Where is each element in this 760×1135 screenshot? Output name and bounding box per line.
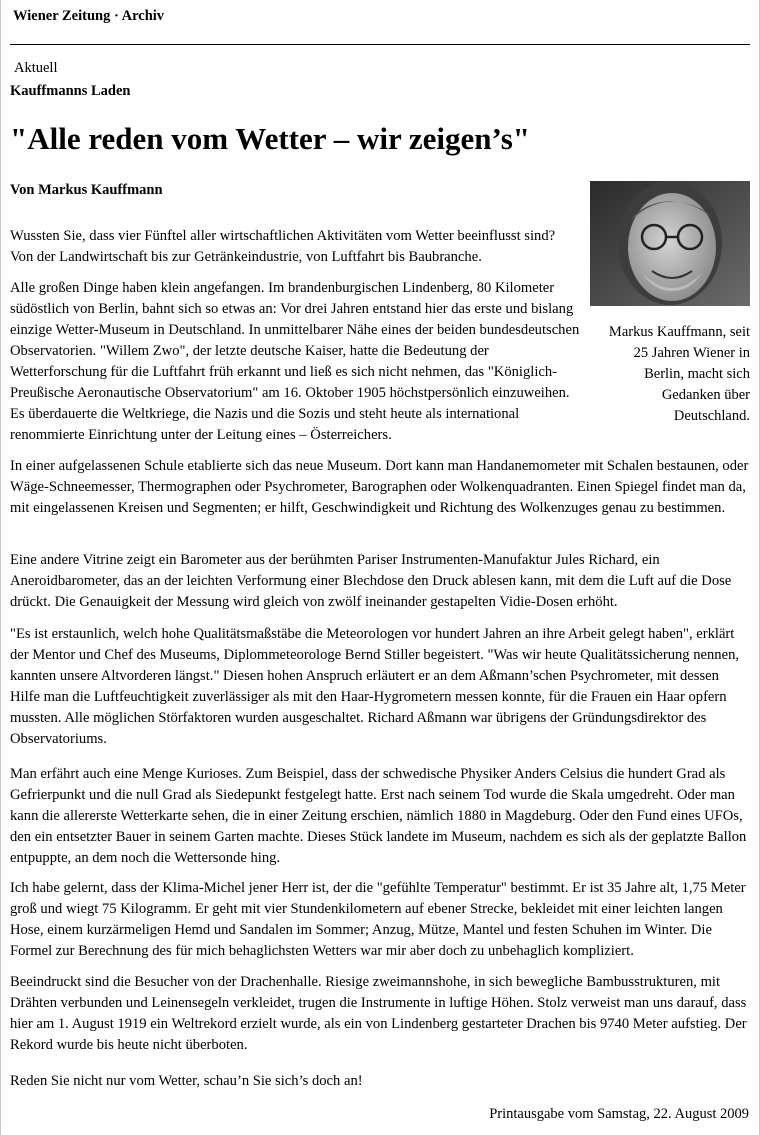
article-paragraph-text: Alle großen Dinge haben klein angefangen. Im brandenburgischen Lindenberg, 80 Kilometer südöstlich von Berlin, bahnt sich so etwas an: Vor drei Jahren entstand hier das erste und bislang einzige Wetter-Museum in Deutschland. In unmittelbarer Nähe eines der beiden bundesdeutschen Observatorien. "Willem Zwo", der letzte deutsche Kaiser, hatte die Bedeutung der Wetterforschung für die Luftfahrt früh erkannt und ließ es sich nicht nehmen, das "Königlich-Preußische Aeronautische Observatorium" am 16. Oktober 1905 höchstpersönlich einzuweihen. Es überdauerte die Weltkriege, die Nazis und die Sozis und steht heute als international renommierte Einrichtung unter der Leitung eines – Österreichers. [10,280,580,443]
byline: Von Markus Kauffmann [10,182,163,198]
article-paragraph [10,226,580,268]
article-paragraph-text: Reden Sie nicht nur vom Wetter, schau’n Sie sich’s doch an! [10,1073,363,1089]
section-label: Aktuell [14,60,58,76]
article-paragraph [10,972,752,1056]
header-divider [10,44,750,45]
photo-caption: Markus Kauffmann, seit 25 Jahren Wiener in Berlin, macht sich Gedanken über Deutschland. [608,324,750,424]
column-title: Kauffmanns Laden [10,83,131,99]
article-paragraph-text: Wussten Sie, dass vier Fünftel aller wirtschaftlichen Aktivitäten vom Wetter beeinflusst sind? Von der Landwirtschaft bis zur Getränkeindustrie, von Luftfahrt bis Baubranche. [10,228,556,265]
article-paragraph [10,624,752,750]
article-paragraph [10,764,752,869]
headline: "Alle reden vom Wetter – wir zeigen’s" [10,121,530,156]
masthead: Wiener Zeitung · Archiv [13,8,165,24]
print-edition-note: Printausgabe vom Samstag, 22. August 2009 [489,1106,749,1122]
article-paragraph [10,878,752,962]
article-paragraph [10,278,580,446]
article-paragraph-text: Beeindruckt sind die Besucher von der Drachenhalle. Riesige zweimannshohe, in sich bewegliche Bambusstrukturen, mit Drähten verbunden und Leinensegeln verkleidet, trugen die Instrumente in luftige Höhen. Stolz verweist man uns darauf, dass hier am 1. August 1919 ein Weltrekord erzielt wurde, als ein von Lindenberg gestarteter Drachen bis 9740 Meter aufstieg. Der Rekord wurde bis heute nicht überboten. [10,974,747,1053]
article-paragraph-text: Ich habe gelernt, dass der Klima-Michel jener Herr ist, der die "gefühlte Temperatur" bestimmt. Er ist 35 Jahre alt, 1,75 Meter groß und wiegt 75 Kilogramm. Er geht mit vier Stundenkilometern auf ebener Strecke, bekleidet mit einer leichten langen Hose, einem kurzärmeligen Hemd und Sandalen im Sommer; Anzug, Mütze, Mantel und festen Schuhen im Winter. Die Formel zur Berechnung des für mich behaglichsten Wetters war mir aber doch zu unbehaglich kompliziert. [10,880,746,959]
article-paragraph-text: Man erfährt auch eine Menge Kurioses. Zum Beispiel, dass der schwedische Physiker Anders Celsius die hundert Grad als Gefrierpunkt und die null Grad als Siedepunkt festgelegt hatte. Erst nach seinem Tod wurde die Skala umgedreht. Oder man kann die allererste Wetterkarte sehen, die in einer Zeitung erschien, nämlich 1880 in Magdeburg. Oder den Fund eines UFOs, den ein entsetzter Bauer in seinem Garten machte. Dieses Stück landete im Museum, nachdem es sich als der geplatzte Ballon entpuppte, an dem noch die Wettersonde hing. [10,766,747,866]
article-paragraph [10,1071,752,1092]
article-paragraph [10,456,752,519]
article-paragraph-text: In einer aufgelassenen Schule etablierte sich das neue Museum. Dort kann man Handanemometer mit Schalen bestaunen, oder Wäge-Schneemesser, Thermographen oder Psychrometer, Barographen oder Wolkenquadranten. Einen Spiegel findet man da, mit eingelassenen Kreisen und Segmenten; er hilft, Geschwindigkeit und Richtung des Wolkenzuges genau zu bestimmen. [10,458,749,516]
article-paragraph-text: "Es ist erstaunlich, welch hohe Qualitätsmaßstäbe die Meteorologen vor hundert Jahren an ihre Arbeit gelegt haben", erklärt der Mentor und Chef des Museums, Diplommeteorologe Bernd Stiller begeistert. "Was wir heute Qualitätssicherung nennen, kannten unsere Altvorderen längst." Diesen hohen Anspruch erläutert er an dem Aßmann’schen Psychrometer, mit dessen Hilfe man die Luftfeuchtigkeit zuverlässiger als mit den Haar-Hygrometern messen konnte, für die Frauen ein Haar opfern mussten. Alle möglichen Störfaktoren wurden ausgeschaltet. Richard Aßmann war übrigens der Gründungsdirektor des Observatoriums. [10,626,740,747]
article-paragraph-text: Eine andere Vitrine zeigt ein Barometer aus der berühmten Pariser Instrumenten-Manufaktur Jules Richard, ein Aneroidbarometer, das an der leichten Verformung einer Blechdose den Druck ablesen kann, mit dem die Luft auf die Dose drückt. Die Genauigkeit der Messung wird gleich von zwölf ineinander gestapelten Vidie-Dosen erhöht. [10,552,732,610]
article-paragraph [10,550,752,613]
author-photo [590,181,750,306]
